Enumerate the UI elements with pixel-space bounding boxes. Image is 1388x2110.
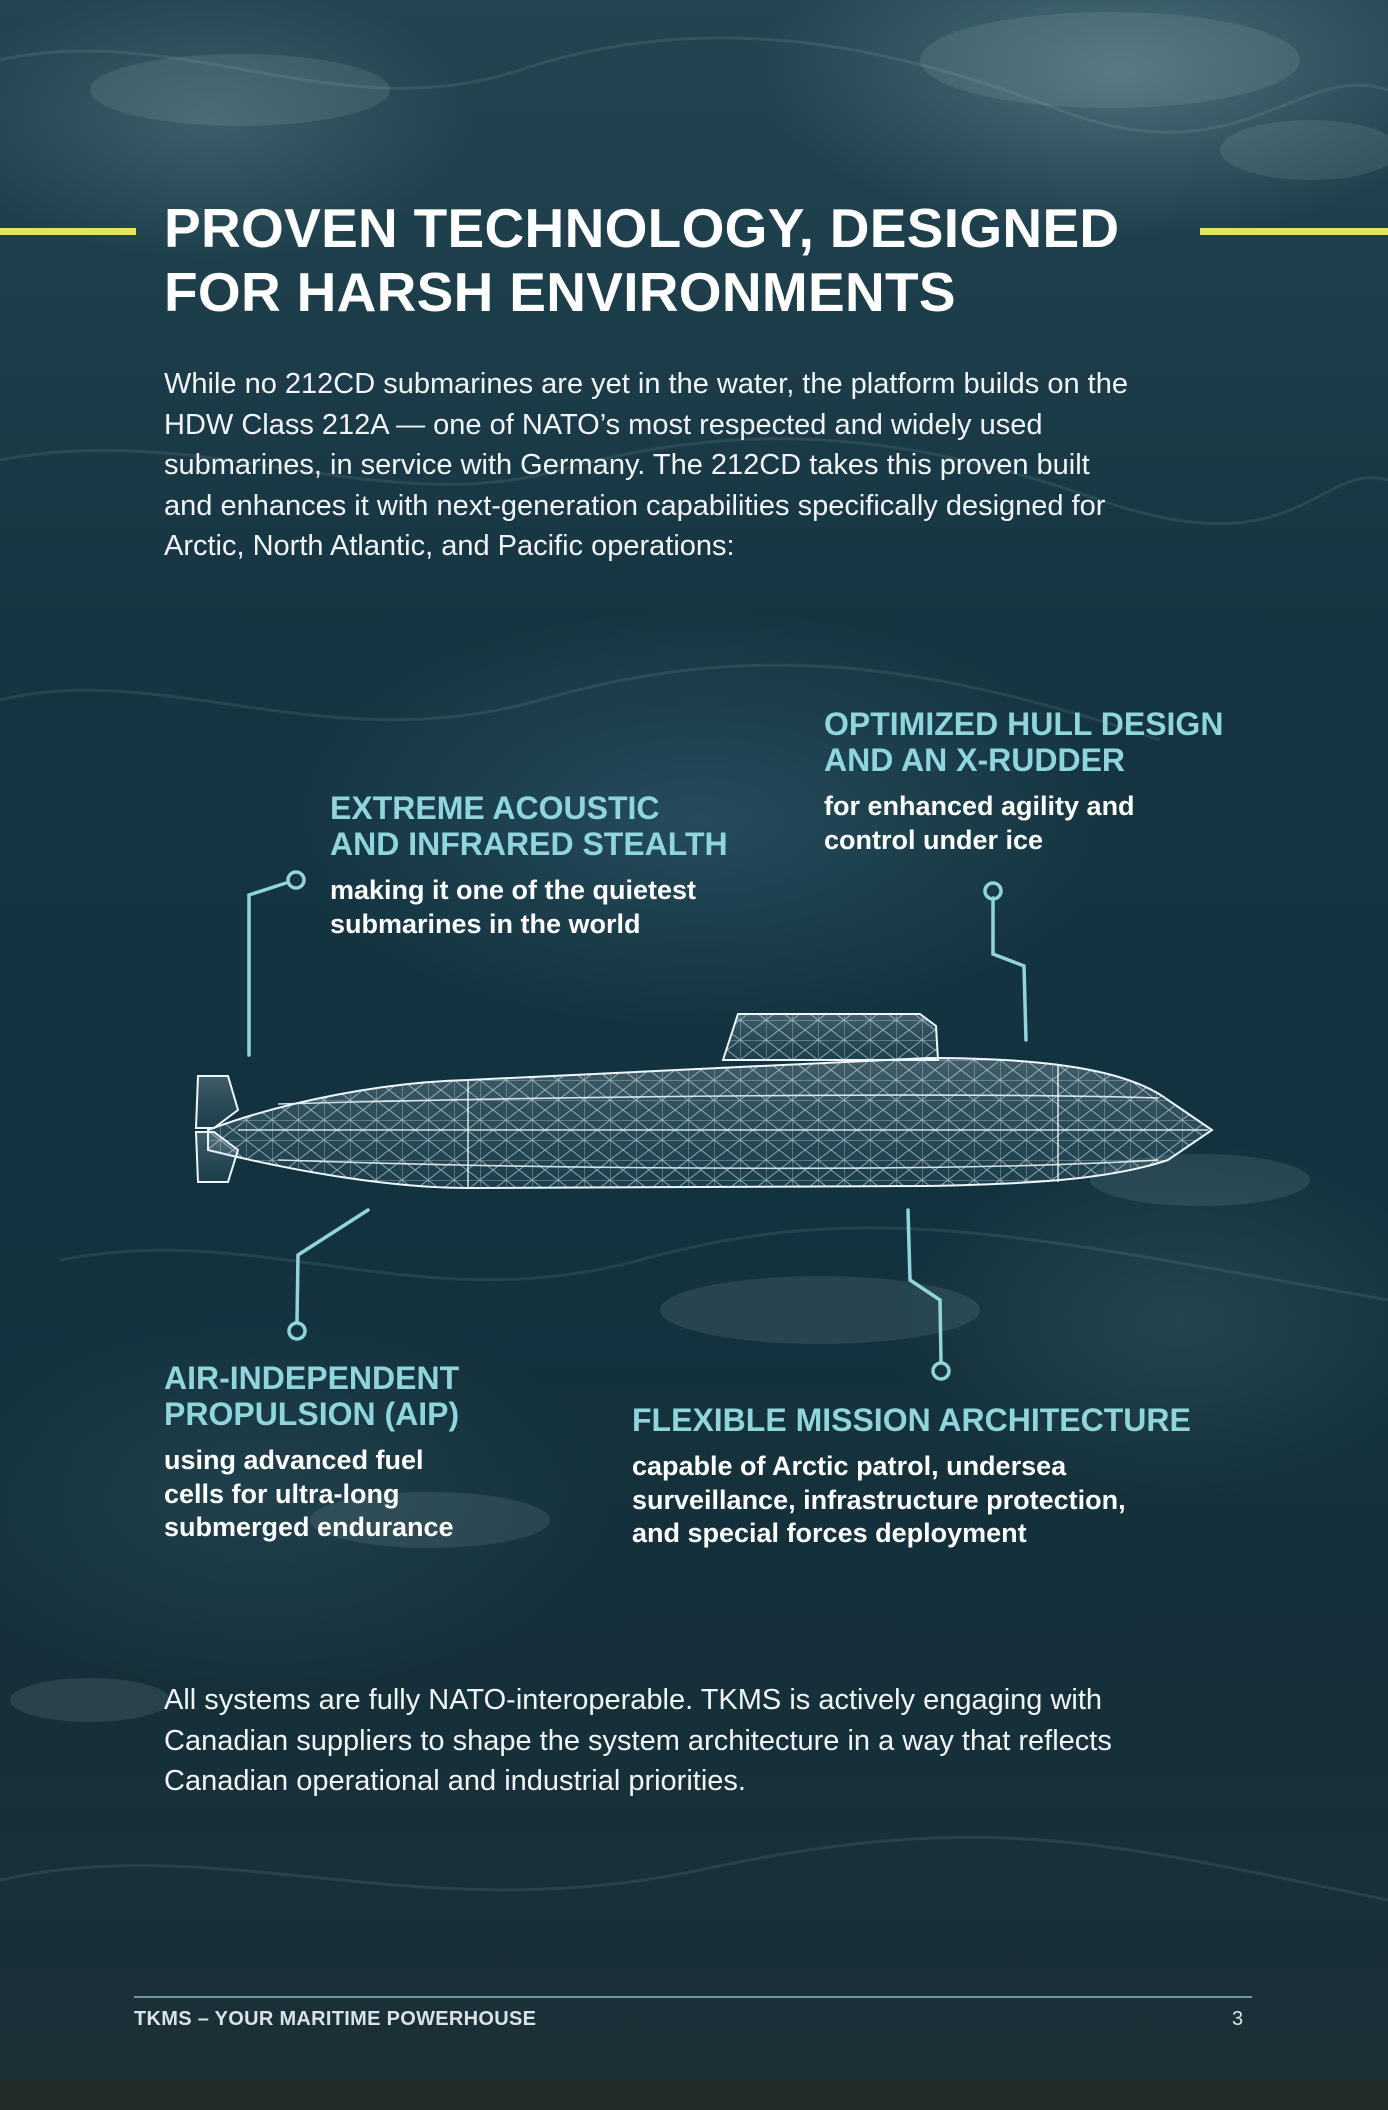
page-bottom-band	[0, 2080, 1388, 2110]
feature-heading-line: AND AN X-RUDDER	[824, 742, 1126, 778]
feature-description-line: cells for ultra-long	[164, 1478, 400, 1509]
feature-flexible-mission-architecture	[632, 1402, 1272, 1551]
feature-heading-line: AIR-INDEPENDENT	[164, 1360, 460, 1396]
callout-line-mission	[908, 1210, 941, 1362]
callout-dot-stealth	[288, 872, 304, 888]
feature-heading-line: FLEXIBLE MISSION ARCHITECTURE	[632, 1402, 1191, 1438]
intro-line: While no 212CD submarines are yet in the water, the platform builds on the	[164, 368, 1128, 400]
feature-description	[164, 1444, 564, 1545]
feature-description-line: using advanced fuel	[164, 1445, 424, 1475]
feature-heading-line: PROPULSION (AIP)	[164, 1396, 460, 1432]
feature-description-line: submerged endurance	[164, 1512, 454, 1542]
feature-description-line: submarines in the world	[330, 908, 641, 939]
feature-heading	[164, 1360, 564, 1432]
feature-description-line: and special forces deployment	[632, 1518, 1027, 1548]
title-line: PROVEN TECHNOLOGY, DESIGNED	[164, 197, 1120, 259]
feature-description-line: control under ice	[824, 824, 1044, 855]
feature-description-line: making it one of the quietest	[330, 875, 697, 905]
feature-description-line: surveillance, infrastructure protection,	[632, 1484, 1126, 1515]
feature-air-independent-propulsion	[164, 1360, 564, 1545]
outro-line: All systems are fully NATO-interoperable. TKMS is actively engaging with	[164, 1684, 1103, 1716]
feature-description-line: capable of Arctic patrol, undersea	[632, 1451, 1067, 1481]
feature-heading-line: OPTIMIZED HULL DESIGN	[824, 706, 1224, 742]
outro-line: Canadian suppliers to shape the system architecture in a way that reflects	[164, 1724, 1112, 1757]
intro-line: HDW Class 212A — one of NATO’s most respected and widely used	[164, 408, 1043, 441]
title-line: FOR HARSH ENVIRONMENTS	[164, 261, 956, 323]
intro-line: Arctic, North Atlantic, and Pacific operations:	[164, 530, 735, 562]
feature-description	[632, 1450, 1272, 1551]
callout-line-aip	[297, 1210, 368, 1322]
footer-divider	[134, 1996, 1252, 1998]
feature-heading	[632, 1402, 1272, 1438]
intro-line: and enhances it with next-generation capabilities specifically designed for	[164, 489, 1106, 522]
feature-description-line: for enhanced agility and	[824, 791, 1135, 821]
feature-heading-line: AND INFRARED STEALTH	[330, 826, 728, 862]
intro-line: submarines, in service with Germany. The 212CD takes this proven built	[164, 449, 1090, 481]
callout-dot-mission	[933, 1363, 949, 1379]
closing-paragraph	[164, 1680, 1264, 1802]
footer-brand-text: TKMS – YOUR MARITIME POWERHOUSE	[134, 2008, 537, 2030]
feature-heading-line: EXTREME ACOUSTIC	[330, 790, 660, 826]
page-number: 3	[1232, 2008, 1244, 2030]
outro-line: Canadian operational and industrial priorities.	[164, 1765, 746, 1797]
wireframe-submarine-icon	[168, 1000, 1218, 1200]
callout-dot-aip	[289, 1323, 305, 1339]
